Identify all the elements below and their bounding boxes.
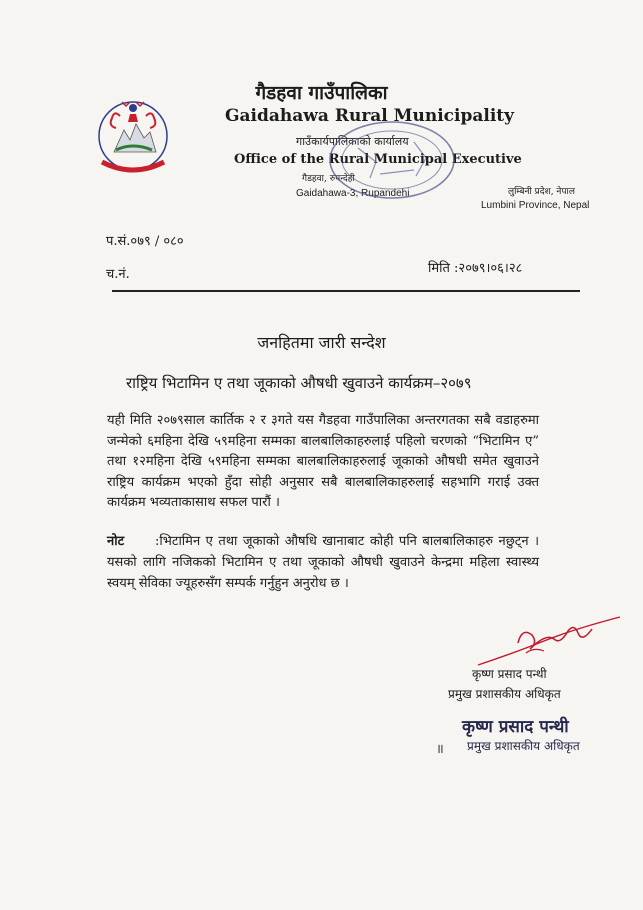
- office-name-nepali: गैडहवा गाउँपालिका: [255, 82, 388, 104]
- office-subtitle-english: Office of the Rural Municipal Executive: [234, 152, 522, 167]
- header-divider: [112, 290, 580, 292]
- office-subtitle-nepali: गाउँकार्यपालिकाको कार्यालय: [296, 135, 409, 148]
- province-nepali: लुम्बिनी प्रदेश, नेपाल: [508, 187, 575, 197]
- signatory-designation: प्रमुख प्रशासकीय अधिकृत: [448, 687, 561, 701]
- handwritten-signature-icon: [474, 613, 624, 671]
- stamp-mark: ॥: [436, 742, 444, 757]
- letter-date: मिति :२०७९।०६।२८: [428, 261, 523, 276]
- office-seal-icon: [318, 118, 458, 202]
- dispatch-number: च.नं.: [106, 267, 130, 282]
- office-name-english: Gaidahawa Rural Municipality: [225, 106, 515, 126]
- reference-number: प.सं.०७९ / ०८०: [106, 234, 184, 249]
- stamp-designation: प्रमुख प्रशासकीय अधिकृत: [467, 739, 580, 753]
- stamp-name: कृष्ण प्रसाद पन्थी: [462, 717, 569, 737]
- note-body: :भिटामिन ए तथा जूकाको औषधि खानाबाट कोही पनि बालबालिकाहरु नछुट्न ।यसको लागि नजिकको भिटामिन ए तथा जूकाको औषधी खुवाउने केन्द्रमा महिला स्वास्थ्य स्वयम् सेविका ज्यूहरुसँग सम्पर्क गर्नुहुन अनुरोध छ ।: [107, 534, 539, 591]
- province-english: Lumbini Province, Nepal: [481, 200, 590, 211]
- address-nepali: गैडहवा, रुपन्देही: [302, 174, 355, 184]
- notice-title: जनहितमा जारी सन्देश: [257, 333, 386, 352]
- notice-body: यही मिति २०७९साल कार्तिक २ र ३गते यस गैडहवा गाउँपालिका अन्तरगतका सबै वडाहरुमा जन्मेको ६महिना देखि ५९महिना सम्मका बालबालिकाहरुलाई पहिलो चरणको “भिटामिन ए” तथा १२महिना देखि ५९महिना सम्मका बालबालिकाहरुलाई जूकाको औषधी समेत खुवाउने राष्ट्रिय कार्यक्रम भएको हुँदा सोही अनुसार सबै बालबालिकाहरुलाई सहभागि गराई उक्त कार्यक्रम भव्यताकासाथ सफल पारौं ।: [107, 413, 539, 510]
- note-label: नोट: [107, 534, 125, 549]
- address-english: Gaidahawa-3, Rupandehi: [296, 188, 410, 199]
- signatory-name: कृष्ण प्रसाद पन्थी: [472, 667, 547, 681]
- notice-subtitle: राष्ट्रिय भिटामिन ए तथा जूकाको औषधी खुवाउने कार्यक्रम–२०७९: [126, 374, 472, 392]
